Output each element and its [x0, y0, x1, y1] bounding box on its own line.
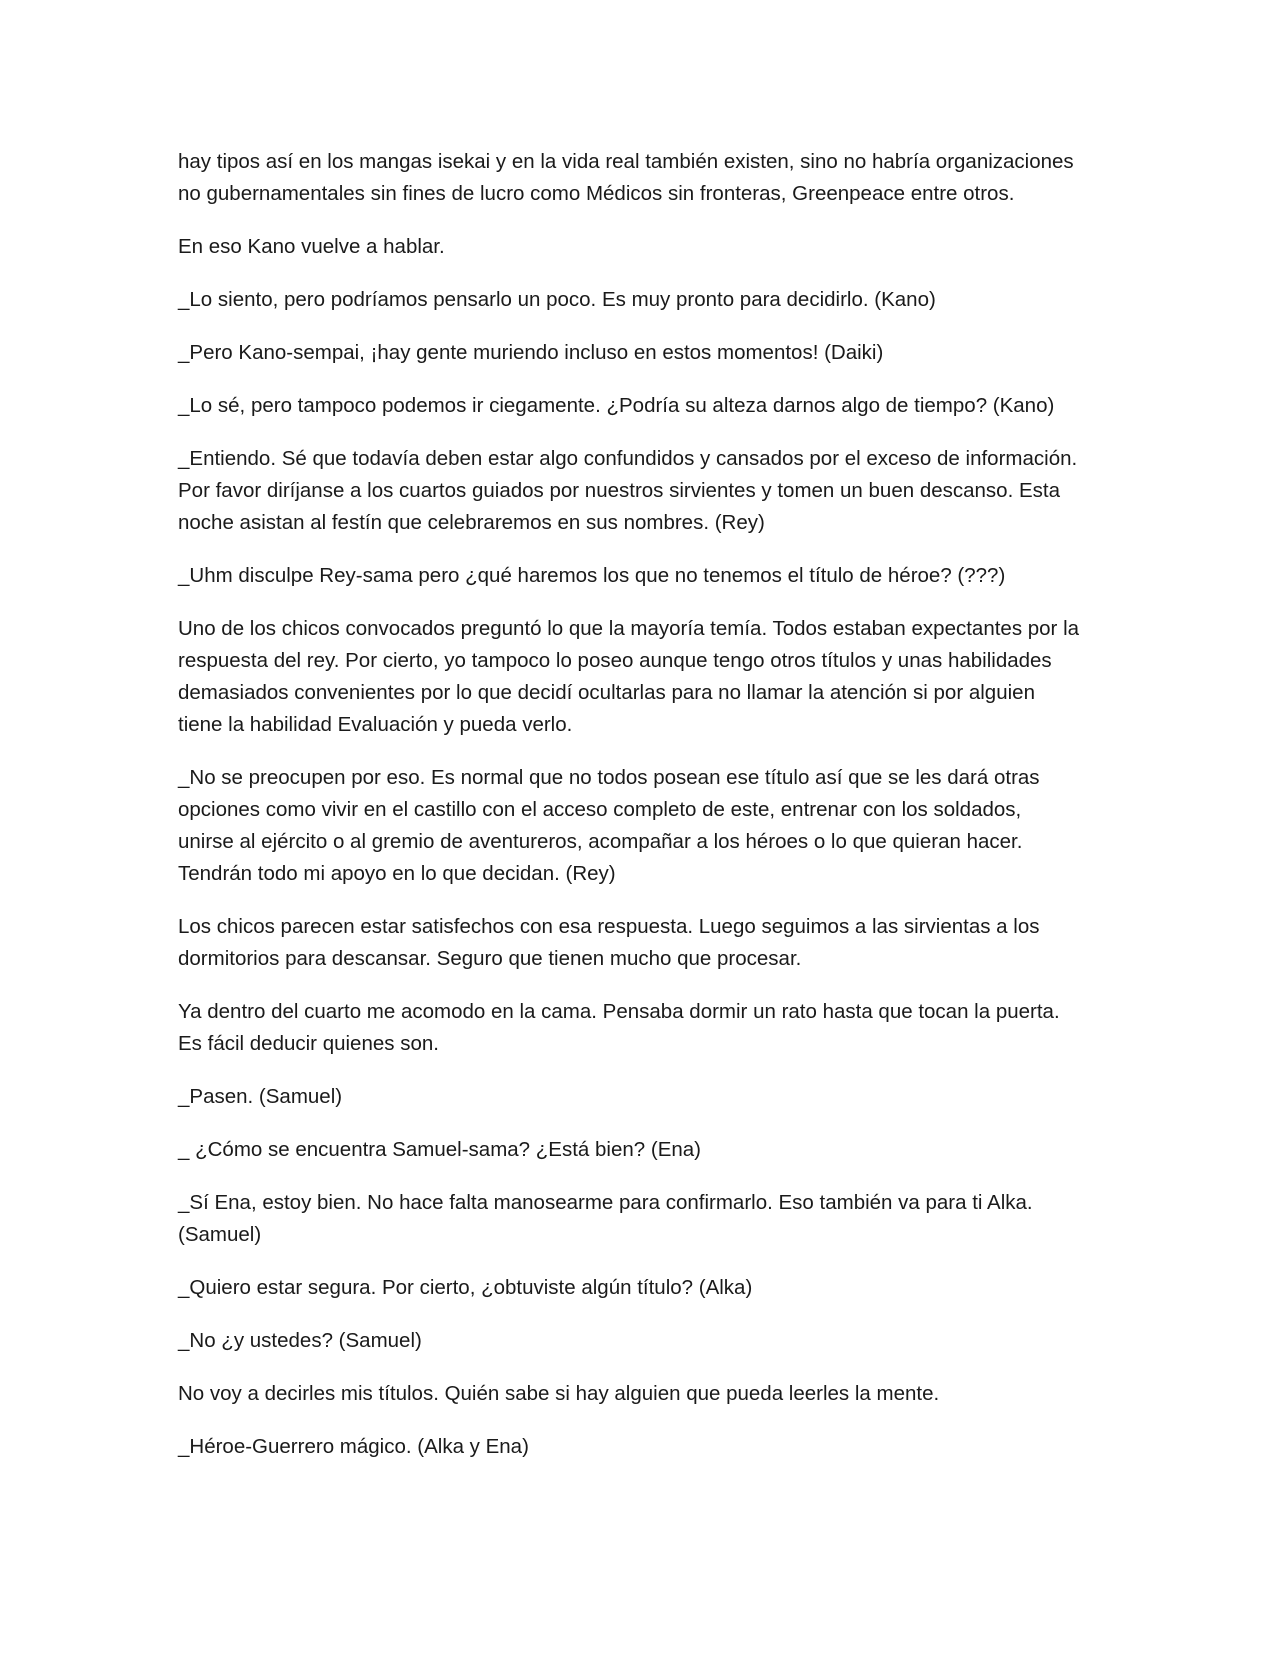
text-line: Los chicos parecen estar satisfechos con esa respuesta. Luego seguimos a las sirvientas a los [178, 915, 1040, 938]
text-line: no gubernamentales sin fines de lucro como Médicos sin fronteras, Greenpeace entre otros. [178, 182, 1015, 205]
text-line: En eso Kano vuelve a hablar. [178, 235, 445, 258]
paragraph [178, 284, 1108, 316]
text-line: Tendrán todo mi apoyo en lo que decidan. (Rey) [178, 862, 616, 885]
paragraph [178, 996, 1108, 1060]
text-line: _Pero Kano-sempai, ¡hay gente muriendo incluso en estos momentos! (Daiki) [178, 341, 884, 364]
text-line: noche asistan al festín que celebraremos en sus nombres. (Rey) [178, 511, 765, 534]
text-line: opciones como vivir en el castillo con el acceso completo de este, entrenar con los soldados, [178, 798, 1022, 821]
text-line: _Quiero estar segura. Por cierto, ¿obtuviste algún título? (Alka) [178, 1276, 753, 1299]
paragraph [178, 1325, 1108, 1357]
text-line: Ya dentro del cuarto me acomodo en la cama. Pensaba dormir un rato hasta que tocan la puerta. [178, 1000, 1060, 1023]
text-line: dormitorios para descansar. Seguro que tienen mucho que procesar. [178, 947, 802, 970]
paragraph [178, 762, 1108, 890]
document-body [178, 146, 1108, 1484]
text-line: _Lo siento, pero podríamos pensarlo un poco. Es muy pronto para decidirlo. (Kano) [178, 288, 936, 311]
text-line: _No ¿y ustedes? (Samuel) [178, 1329, 422, 1352]
text-line: _Sí Ena, estoy bien. No hace falta manosearme para confirmarlo. Eso también va para ti Alka. [178, 1191, 1033, 1214]
paragraph [178, 1134, 1108, 1166]
text-line: respuesta del rey. Por cierto, yo tampoco lo poseo aunque tengo otros títulos y unas habilidades [178, 649, 1052, 672]
paragraph [178, 1187, 1108, 1251]
text-line: _Pasen. (Samuel) [178, 1085, 343, 1108]
paragraph [178, 911, 1108, 975]
paragraph [178, 146, 1108, 210]
paragraph [178, 1272, 1108, 1304]
paragraph [178, 613, 1108, 741]
paragraph [178, 1431, 1108, 1463]
paragraph [178, 337, 1108, 369]
paragraph [178, 1081, 1108, 1113]
text-line: Por favor diríjanse a los cuartos guiados por nuestros sirvientes y tomen un buen descanso. Esta [178, 479, 1060, 502]
text-line: _Entiendo. Sé que todavía deben estar algo confundidos y cansados por el exceso de información. [178, 447, 1078, 470]
text-line: hay tipos así en los mangas isekai y en la vida real también existen, sino no habría organizaciones [178, 150, 1074, 173]
paragraph [178, 231, 1108, 263]
paragraph [178, 560, 1108, 592]
text-line: _ ¿Cómo se encuentra Samuel-sama? ¿Está bien? (Ena) [178, 1138, 702, 1161]
text-line: _Lo sé, pero tampoco podemos ir ciegamente. ¿Podría su alteza darnos algo de tiempo? (Kano) [178, 394, 1055, 417]
text-line: Es fácil deducir quienes son. [178, 1032, 439, 1055]
paragraph [178, 1378, 1108, 1410]
paragraph [178, 390, 1108, 422]
text-line: (Samuel) [178, 1223, 262, 1246]
text-line: _Héroe-Guerrero mágico. (Alka y Ena) [178, 1435, 529, 1458]
text-line: demasiados convenientes por lo que decidí ocultarlas para no llamar la atención si por alguien [178, 681, 1035, 704]
text-line: tiene la habilidad Evaluación y pueda verlo. [178, 713, 573, 736]
text-line: _No se preocupen por eso. Es normal que no todos posean ese título así que se les dará otras [178, 766, 1040, 789]
text-line: Uno de los chicos convocados preguntó lo que la mayoría temía. Todos estaban expectantes por la [178, 617, 1080, 640]
text-line: No voy a decirles mis títulos. Quién sabe si hay alguien que pueda leerles la mente. [178, 1382, 940, 1405]
text-line: _Uhm disculpe Rey-sama pero ¿qué haremos los que no tenemos el título de héroe? (???) [178, 564, 1006, 587]
paragraph [178, 443, 1108, 539]
text-line: unirse al ejército o al gremio de aventureros, acompañar a los héroes o lo que quieran hacer. [178, 830, 1023, 853]
